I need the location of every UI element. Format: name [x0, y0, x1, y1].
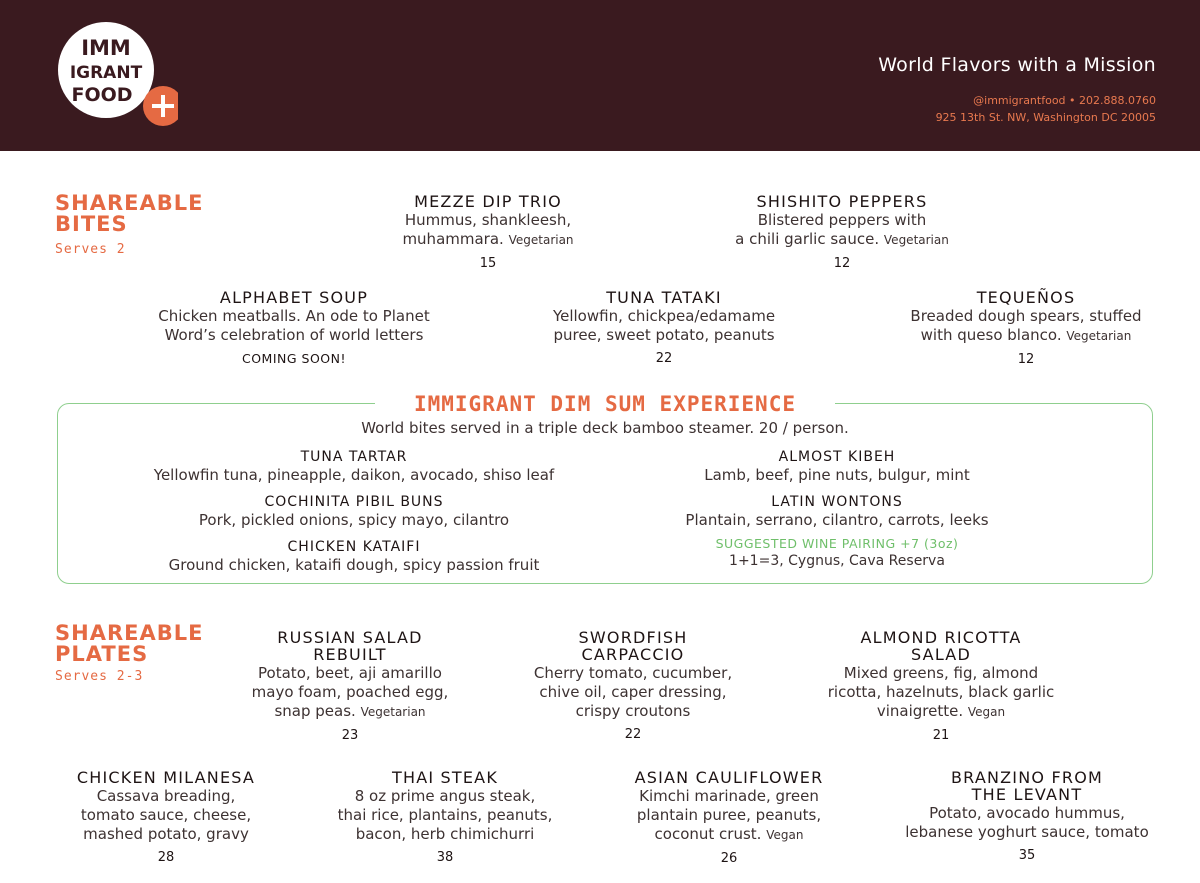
- wine-pairing-label: SUGGESTED WINE PAIRING +7 (3oz): [715, 536, 959, 551]
- menu-item-mezze-dip-trio: [318, 192, 658, 271]
- item-description: Breaded dough spears, stuffed: [910, 307, 1142, 325]
- item-name: COCHINITA PIBIL BUNS: [264, 494, 444, 510]
- item-description: chive oil, caper dressing,: [539, 683, 727, 701]
- item-description: Potato, beet, aji amarillo: [258, 664, 442, 682]
- logo-text-igrant: IGRANT: [69, 63, 143, 83]
- item-price: 22: [624, 727, 642, 742]
- item-description: Pork, pickled onions, spicy mayo, cilantro: [198, 511, 510, 529]
- item-description: Ground chicken, kataifi dough, spicy passion fruit: [168, 556, 540, 574]
- item-price: 28: [157, 850, 175, 865]
- item-name: SWORDFISH: [578, 628, 688, 647]
- dietary-tag: Vegetarian: [360, 705, 426, 719]
- item-name: REBUILT: [313, 645, 387, 664]
- coming-soon-label: COMING SOON!: [241, 351, 347, 366]
- item-name: CHICKEN MILANESA: [76, 768, 256, 787]
- item-name: THE LEVANT: [971, 785, 1083, 804]
- item-description: Hummus, shankleesh,: [404, 211, 572, 229]
- dim-sum-item-tuna-tartar: [94, 449, 614, 484]
- item-price: 22: [655, 351, 673, 366]
- item-description: Potato, avocado hummus,: [929, 804, 1125, 822]
- contact-info: [936, 92, 1156, 126]
- dim-sum-item-cochinita-pibil-buns: [94, 494, 614, 529]
- item-description: Kimchi marinade, green: [639, 787, 819, 805]
- item-description: tomato sauce, cheese,: [80, 806, 252, 824]
- item-description: lebanese yoghurt sauce, tomato: [905, 823, 1149, 841]
- item-name: ALPHABET SOUP: [219, 288, 369, 307]
- menu-item-tuna-tataki: [494, 288, 834, 366]
- dietary-tag: Vegetarian: [508, 233, 574, 247]
- item-price: 12: [1017, 352, 1035, 367]
- item-description: thai rice, plantains, peanuts,: [337, 806, 553, 824]
- section-subtitle-bites: Serves 2: [55, 242, 126, 257]
- item-name: ALMOST KIBEH: [778, 449, 896, 465]
- item-price: 35: [1018, 848, 1036, 863]
- dim-sum-item-almost-kibeh: [577, 449, 1097, 484]
- item-name: MEZZE DIP TRIO: [414, 192, 562, 211]
- item-description: Mixed greens, fig, almond: [843, 664, 1039, 682]
- item-name: ALMOND RICOTTA: [860, 628, 1022, 647]
- item-description: vinaigrette. Vegan: [876, 702, 1006, 720]
- dietary-tag: Vegan: [766, 828, 804, 842]
- item-name: SHISHITO PEPPERS: [756, 192, 928, 211]
- menu-item-thai-steak: [310, 768, 580, 865]
- menu-item-asian-cauliflower: [594, 768, 864, 866]
- item-description: with queso blanco. Vegetarian: [920, 326, 1132, 344]
- item-description: mayo foam, poached egg,: [251, 683, 449, 701]
- menu-item-branzino: [882, 768, 1172, 863]
- item-name: BRANZINO FROM: [950, 768, 1103, 787]
- item-description: coconut crust. Vegan: [654, 825, 804, 843]
- item-price: 38: [436, 850, 454, 865]
- contact-address: 925 13th St. NW, Washington DC 20005: [935, 111, 1156, 124]
- menu-item-tequenos: [856, 288, 1196, 367]
- item-description: a chili garlic sauce. Vegetarian: [735, 230, 949, 248]
- item-description: 8 oz prime angus steak,: [354, 787, 536, 805]
- contact-phone-social: @immigrantfood • 202.888.0760: [973, 94, 1156, 107]
- item-description: plantain puree, peanuts,: [636, 806, 822, 824]
- wine-pairing: [577, 535, 1097, 570]
- dietary-tag: Vegetarian: [883, 233, 949, 247]
- dietary-tag: Vegetarian: [1066, 329, 1132, 343]
- logo-text-food: FOOD: [71, 84, 133, 106]
- tagline: World Flavors with a Mission: [878, 54, 1156, 76]
- item-price: 23: [341, 728, 359, 743]
- item-description: Plantain, serrano, cilantro, carrots, leeks: [685, 511, 989, 529]
- immigrant-food-logo: [58, 18, 178, 130]
- item-price: 12: [833, 256, 851, 271]
- item-price: 21: [932, 728, 950, 743]
- section-title-bites: SHAREABLE BITES: [55, 191, 204, 236]
- menu-item-almond-ricotta-salad: [796, 628, 1086, 743]
- item-description: muhammara. Vegetarian: [402, 230, 574, 248]
- item-name: ASIAN CAULIFLOWER: [634, 768, 824, 787]
- item-description: crispy croutons: [575, 702, 691, 720]
- item-price: 15: [479, 256, 497, 271]
- item-name: RUSSIAN SALAD: [277, 628, 423, 647]
- page-header: [0, 0, 1200, 151]
- dim-sum-subtitle: World bites served in a triple deck bamboo steamer. 20 / person.: [361, 419, 849, 437]
- menu-item-chicken-milanesa: [36, 768, 296, 865]
- wine-pairing-list: 1+1=3, Cygnus, Cava Reserva: [729, 553, 945, 569]
- menu-item-shishito-peppers: [672, 192, 1012, 271]
- item-description: Cassava breading,: [96, 787, 236, 805]
- item-description: Lamb, beef, pine nuts, bulgur, mint: [704, 466, 970, 484]
- item-name: TUNA TARTAR: [300, 449, 408, 465]
- item-name: CHICKEN KATAIFI: [287, 539, 421, 555]
- section-title-plates: SHAREABLE PLATES: [55, 621, 204, 666]
- item-name: LATIN WONTONS: [771, 494, 903, 510]
- dietary-tag: Vegan: [967, 705, 1006, 719]
- item-name: TUNA TATAKI: [606, 288, 722, 307]
- logo-text-imm: IMM: [81, 36, 131, 60]
- dim-sum-item-latin-wontons: [577, 494, 1097, 529]
- menu-item-swordfish-carpaccio: [493, 628, 773, 742]
- menu-item-russian-salad: [210, 628, 490, 743]
- item-description: Chicken meatballs. An ode to Planet: [158, 307, 430, 325]
- item-description: Yellowfin tuna, pineapple, daikon, avocado, shiso leaf: [153, 466, 555, 484]
- item-name: THAI STEAK: [391, 768, 499, 787]
- item-description: Blistered peppers with: [757, 211, 927, 229]
- item-description: mashed potato, gravy: [83, 825, 249, 843]
- item-description: snap peas. Vegetarian: [274, 702, 426, 720]
- dim-sum-item-chicken-kataifi: [94, 539, 614, 574]
- item-description: puree, sweet potato, peanuts: [553, 326, 775, 344]
- item-description: Cherry tomato, cucumber,: [533, 664, 733, 682]
- menu-item-alphabet-soup: [124, 288, 464, 366]
- section-subtitle-plates: Serves 2-3: [55, 669, 144, 684]
- item-description: ricotta, hazelnuts, black garlic: [827, 683, 1055, 701]
- item-price: 26: [720, 851, 738, 866]
- item-name: CARPACCIO: [581, 645, 685, 664]
- dim-sum-title: IMMIGRANT DIM SUM EXPERIENCE: [375, 392, 835, 416]
- item-name: TEQUEÑOS: [976, 288, 1076, 307]
- item-description: Yellowfin, chickpea/edamame: [552, 307, 776, 325]
- item-name: SALAD: [911, 645, 971, 664]
- item-description: Word’s celebration of world letters: [164, 326, 424, 344]
- item-description: bacon, herb chimichurri: [355, 825, 535, 843]
